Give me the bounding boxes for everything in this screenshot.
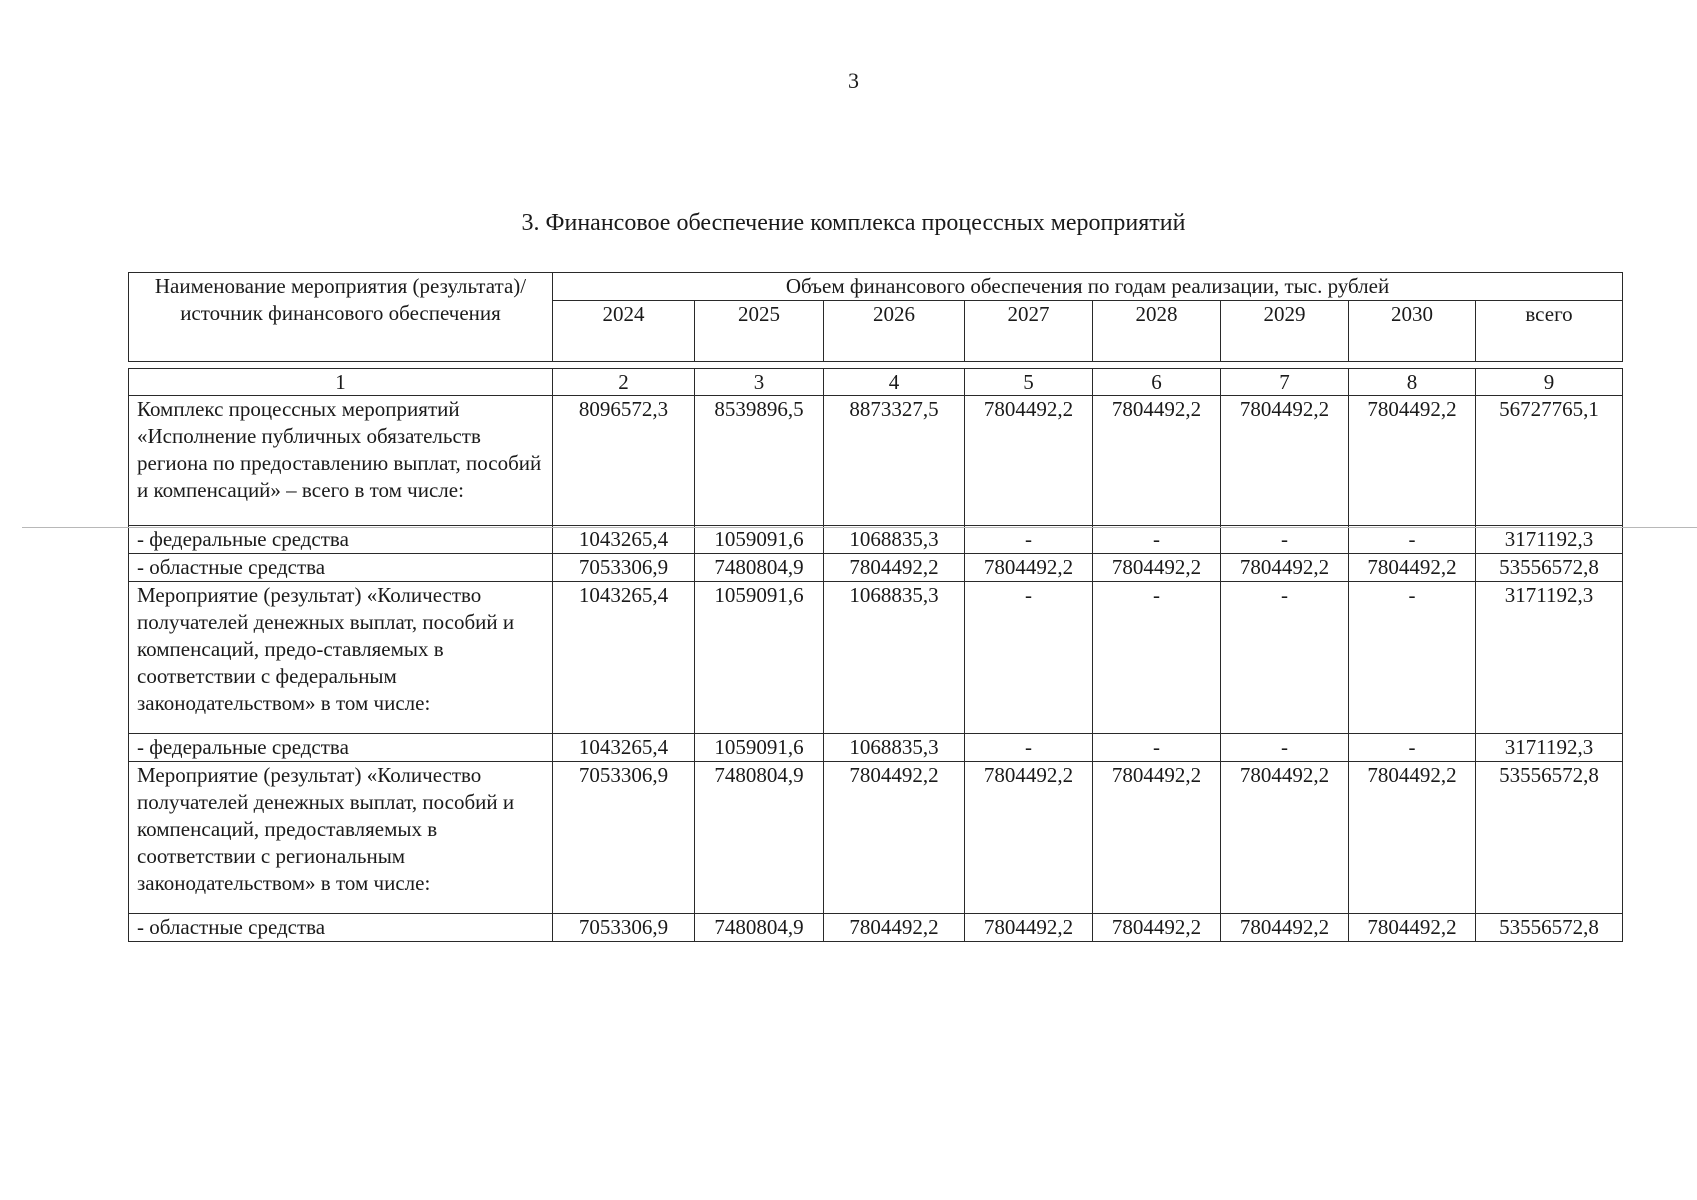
row-value-cell: 7053306,9 [553, 554, 695, 582]
row-value-cell: 1043265,4 [553, 526, 695, 554]
row-value-cell: 7053306,9 [553, 914, 695, 942]
table-row [129, 734, 1623, 762]
row-value-cell: - [1093, 734, 1221, 762]
row-name-cell: Мероприятие (результат) «Количество получателей денежных выплат, пособий и компенсаций, предо-ставляемых в соответствии с федеральным законодательством» в том числе: [129, 582, 553, 734]
row-total-cell: 53556572,8 [1476, 914, 1623, 942]
row-value-cell: - [965, 734, 1093, 762]
row-value-cell: 1043265,4 [553, 582, 695, 734]
row-total-cell: 53556572,8 [1476, 762, 1623, 914]
row-value-cell: 7804492,2 [1221, 914, 1349, 942]
row-value-cell: - [965, 526, 1093, 554]
row-value-cell: 7804492,2 [1093, 396, 1221, 526]
scan-fold-line [22, 527, 1697, 528]
row-value-cell: 7804492,2 [1093, 554, 1221, 582]
column-number-cell: 2 [553, 369, 695, 396]
row-value-cell: 7804492,2 [1349, 554, 1476, 582]
row-value-cell: 1059091,6 [695, 526, 824, 554]
row-total-cell: 56727765,1 [1476, 396, 1623, 526]
row-value-cell: 7480804,9 [695, 914, 824, 942]
row-value-cell: 7804492,2 [965, 554, 1093, 582]
row-value-cell: - [1093, 582, 1221, 734]
header-year-cell: 2028 [1093, 301, 1221, 362]
header-year-cell: 2030 [1349, 301, 1476, 362]
row-value-cell: 1068835,3 [824, 582, 965, 734]
row-value-cell: 1068835,3 [824, 526, 965, 554]
header-year-cell: 2027 [965, 301, 1093, 362]
row-total-cell: 3171192,3 [1476, 582, 1623, 734]
header-gap [129, 362, 1623, 369]
row-value-cell: 7480804,9 [695, 554, 824, 582]
row-value-cell: - [1093, 526, 1221, 554]
row-name-cell: - федеральные средства [129, 526, 553, 554]
row-name-cell: Мероприятие (результат) «Количество получателей денежных выплат, пособий и компенсаций, предоставляемых в соответствии с региональным законодательством» в том числе: [129, 762, 553, 914]
row-value-cell: - [1221, 734, 1349, 762]
financing-table [128, 272, 1623, 942]
row-value-cell: 7480804,9 [695, 762, 824, 914]
section-title: 3. Финансовое обеспечение комплекса процессных мероприятий [521, 210, 1186, 236]
table-row [129, 554, 1623, 582]
row-name-cell: - федеральные средства [129, 734, 553, 762]
row-value-cell: 8539896,5 [695, 396, 824, 526]
column-number-cell: 3 [695, 369, 824, 396]
header-group-cell: Объем финансового обеспечения по годам реализации, тыс. рублей [553, 273, 1623, 301]
row-value-cell: - [1221, 582, 1349, 734]
row-value-cell: 7804492,2 [965, 914, 1093, 942]
row-value-cell: 1043265,4 [553, 734, 695, 762]
row-value-cell: 7804492,2 [824, 554, 965, 582]
header-total-cell: всего [1476, 301, 1623, 362]
row-value-cell: 7804492,2 [824, 914, 965, 942]
column-number-cell: 8 [1349, 369, 1476, 396]
table-row [129, 582, 1623, 734]
column-number-cell: 9 [1476, 369, 1623, 396]
column-number-cell: 5 [965, 369, 1093, 396]
row-value-cell: - [1349, 734, 1476, 762]
table-row [129, 396, 1623, 526]
table-row [129, 526, 1623, 554]
table-header [129, 273, 1623, 396]
header-year-cell: 2026 [824, 301, 965, 362]
row-name-cell: - областные средства [129, 914, 553, 942]
row-value-cell: 1068835,3 [824, 734, 965, 762]
header-year-cell: 2029 [1221, 301, 1349, 362]
row-value-cell: 8873327,5 [824, 396, 965, 526]
column-number-cell: 1 [129, 369, 553, 396]
row-value-cell: 7804492,2 [965, 762, 1093, 914]
row-name-cell: - областные средства [129, 554, 553, 582]
row-value-cell: 7804492,2 [1221, 396, 1349, 526]
row-value-cell: 8096572,3 [553, 396, 695, 526]
column-number-cell: 7 [1221, 369, 1349, 396]
row-value-cell: 7804492,2 [1221, 554, 1349, 582]
table-row [129, 762, 1623, 914]
header-name-cell: Наименование мероприятия (результата)/ источник финансового обеспечения [129, 273, 553, 362]
row-value-cell: 7053306,9 [553, 762, 695, 914]
row-name-cell: Комплекс процессных мероприятий «Исполнение публичных обязательств региона по предоставлению выплат, пособий и компенсаций» – всего в том числе: [129, 396, 553, 526]
table-body [129, 396, 1623, 942]
row-value-cell: - [1349, 582, 1476, 734]
header-year-cell: 2025 [695, 301, 824, 362]
row-value-cell: 7804492,2 [1349, 914, 1476, 942]
row-value-cell: 7804492,2 [824, 762, 965, 914]
row-value-cell: 7804492,2 [1093, 914, 1221, 942]
row-value-cell: - [965, 582, 1093, 734]
row-value-cell: 7804492,2 [1349, 762, 1476, 914]
column-number-cell: 6 [1093, 369, 1221, 396]
row-total-cell: 3171192,3 [1476, 734, 1623, 762]
row-value-cell: 1059091,6 [695, 582, 824, 734]
table-row [129, 914, 1623, 942]
page-number: 3 [848, 68, 859, 93]
column-number-cell: 4 [824, 369, 965, 396]
row-value-cell: 1059091,6 [695, 734, 824, 762]
row-value-cell: - [1349, 526, 1476, 554]
row-value-cell: 7804492,2 [1221, 762, 1349, 914]
header-year-cell: 2024 [553, 301, 695, 362]
row-value-cell: 7804492,2 [1349, 396, 1476, 526]
row-total-cell: 3171192,3 [1476, 526, 1623, 554]
row-value-cell: 7804492,2 [1093, 762, 1221, 914]
row-total-cell: 53556572,8 [1476, 554, 1623, 582]
row-value-cell: 7804492,2 [965, 396, 1093, 526]
row-value-cell: - [1221, 526, 1349, 554]
